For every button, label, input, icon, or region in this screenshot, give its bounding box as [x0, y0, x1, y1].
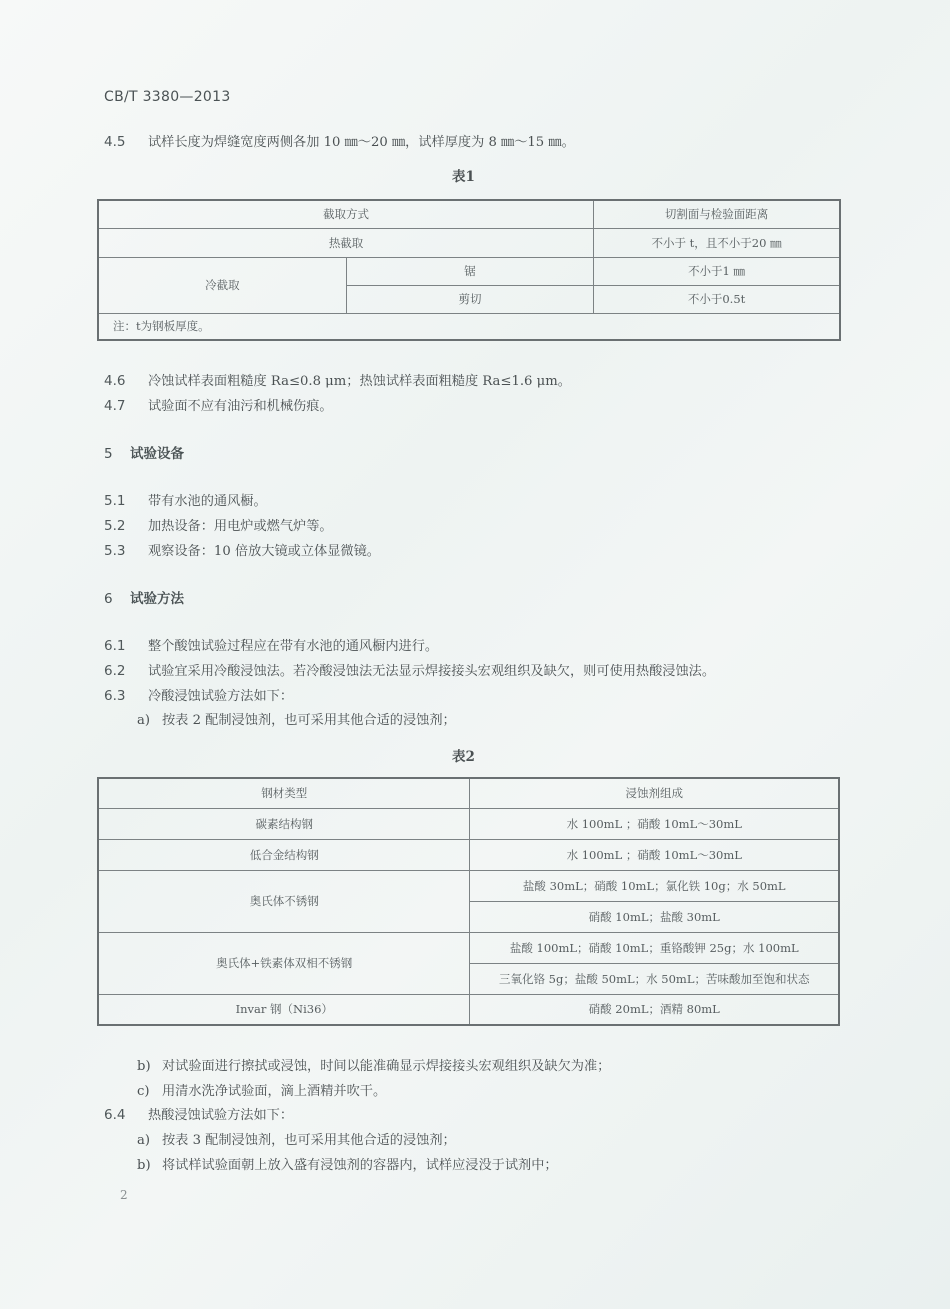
item-label: b) — [137, 1059, 151, 1074]
table-row — [98, 839, 839, 870]
clause-4-5 — [104, 131, 575, 150]
cell-steel-type: 碳素结构钢 — [98, 808, 470, 839]
clause-number: 5.2 — [104, 518, 126, 534]
cell-etchant: 三氧化铬 5g；盐酸 50mL；水 50mL；苦味酸加至饱和状态 — [470, 963, 839, 994]
table-row — [98, 808, 839, 839]
cell-etchant: 水 100mL ；硝酸 10mL～30mL — [470, 808, 839, 839]
standard-id: CB/T 3380—2013 — [104, 89, 231, 105]
clause-number: 6.1 — [104, 638, 126, 654]
section-6-heading — [104, 587, 184, 607]
clause-5-2 — [104, 515, 333, 534]
header-steel-type: 钢材类型 — [98, 778, 470, 808]
cell-etchant: 水 100mL ；硝酸 10mL～30mL — [470, 839, 839, 870]
header-etchant: 浸蚀剂组成 — [470, 778, 839, 808]
table1-caption: 表1 — [452, 169, 475, 185]
clause-number: 5.3 — [104, 543, 126, 559]
clause-number: 4.5 — [104, 134, 126, 150]
cell-distance: 不小于1 ㎜ — [594, 257, 840, 285]
cell-distance: 不小于0.5t — [594, 285, 840, 313]
cell-steel-type: 奥氏体+铁素体双相不锈钢 — [98, 932, 470, 994]
item-label: a) — [137, 713, 151, 728]
clause-text: 加热设备：用电炉或燃气炉等。 — [148, 519, 333, 534]
section-number: 6 — [104, 591, 113, 607]
cell-method: 热截取 — [98, 228, 594, 257]
clause-number: 6.4 — [104, 1107, 126, 1123]
item-text: 按表 3 配制浸蚀剂，也可采用其他合适的浸蚀剂； — [162, 1133, 456, 1148]
table-row — [98, 870, 839, 901]
item-label: a) — [137, 1133, 151, 1148]
clause-6-3-a — [137, 709, 456, 728]
clause-text: 整个酸蚀试验过程应在带有水池的通风橱内进行。 — [148, 639, 439, 654]
item-text: 对试验面进行擦拭或浸蚀，时间以能准确显示焊接接头宏观组织及缺欠为准； — [162, 1059, 611, 1074]
cell-submethod: 剪切 — [346, 285, 593, 313]
clause-text: 冷蚀试样表面粗糙度 Ra≤0.8 μm；热蚀试样表面粗糙度 Ra≤1.6 μm。 — [148, 374, 571, 389]
clause-text: 带有水池的通风橱。 — [148, 494, 267, 509]
clause-6-4-b — [137, 1154, 558, 1173]
section-number: 5 — [104, 446, 113, 462]
clause-5-3 — [104, 540, 380, 559]
table2 — [97, 777, 840, 1026]
clause-4-6 — [104, 370, 571, 389]
clause-5-1 — [104, 490, 267, 509]
table-row — [98, 994, 839, 1025]
clause-number: 4.7 — [104, 398, 126, 414]
page-number: 2 — [120, 1188, 128, 1202]
item-text: 按表 2 配制浸蚀剂，也可采用其他合适的浸蚀剂； — [162, 713, 456, 728]
cell-distance: 不小于 t，且不小于20 ㎜ — [594, 228, 840, 257]
table1 — [97, 199, 841, 341]
table2-header-row — [98, 778, 839, 808]
section-5-heading — [104, 442, 184, 462]
cell-etchant: 硝酸 10mL；盐酸 30mL — [470, 901, 839, 932]
item-text: 用清水洗净试验面，滴上酒精并吹干。 — [162, 1084, 387, 1099]
table2-caption: 表2 — [452, 749, 475, 765]
item-label: b) — [137, 1158, 151, 1173]
cell-etchant: 盐酸 30mL；硝酸 10mL；氯化铁 10g；水 50mL — [470, 870, 839, 901]
cell-steel-type: 奥氏体不锈钢 — [98, 870, 470, 932]
clause-number: 6.3 — [104, 688, 126, 704]
header-distance: 切割面与检验面距离 — [594, 200, 840, 228]
clause-4-7 — [104, 395, 333, 414]
clause-6-3 — [104, 685, 293, 704]
clause-text: 试验面不应有油污和机械伤痕。 — [148, 399, 333, 414]
cell-etchant: 盐酸 100mL；硝酸 10mL；重铬酸钾 25g；水 100mL — [470, 932, 839, 963]
clause-6-4-a — [137, 1129, 456, 1148]
clause-6-3-c — [137, 1080, 386, 1099]
table-row — [98, 257, 840, 285]
clause-text: 观察设备：10 倍放大镜或立体显微镜。 — [148, 544, 380, 559]
clause-number: 5.1 — [104, 493, 126, 509]
section-title: 试验设备 — [130, 446, 184, 462]
clause-6-2 — [104, 660, 715, 679]
clause-number: 6.2 — [104, 663, 126, 679]
clause-text: 试样长度为焊缝宽度两侧各加 10 ㎜～20 ㎜，试样厚度为 8 ㎜～15 ㎜。 — [148, 135, 575, 150]
clause-text: 热酸浸蚀试验方法如下： — [148, 1108, 294, 1123]
table1-header-row — [98, 200, 840, 228]
item-label: c) — [137, 1084, 150, 1099]
clause-number: 4.6 — [104, 373, 126, 389]
header-method: 截取方式 — [98, 200, 594, 228]
clause-6-4 — [104, 1104, 293, 1123]
section-title: 试验方法 — [130, 591, 184, 607]
table-row — [98, 932, 839, 963]
clause-6-3-b — [137, 1055, 610, 1074]
table-row — [98, 228, 840, 257]
clause-text: 试验宜采用冷酸浸蚀法。若冷酸浸蚀法无法显示焊接接头宏观组织及缺欠，则可使用热酸浸蚀法。 — [148, 664, 716, 679]
cell-method: 冷截取 — [98, 257, 346, 313]
cell-steel-type: 低合金结构钢 — [98, 839, 470, 870]
cell-submethod: 锯 — [346, 257, 593, 285]
cell-steel-type: Invar 钢（Ni36） — [98, 994, 470, 1025]
item-text: 将试样试验面朝上放入盛有浸蚀剂的容器内，试样应浸没于试剂中； — [162, 1158, 558, 1173]
table1-note-row — [98, 313, 840, 340]
table1-note: 注：t为钢板厚度。 — [98, 313, 840, 340]
cell-etchant: 硝酸 20mL；酒精 80mL — [470, 994, 839, 1025]
clause-text: 冷酸浸蚀试验方法如下： — [148, 689, 294, 704]
clause-6-1 — [104, 635, 438, 654]
